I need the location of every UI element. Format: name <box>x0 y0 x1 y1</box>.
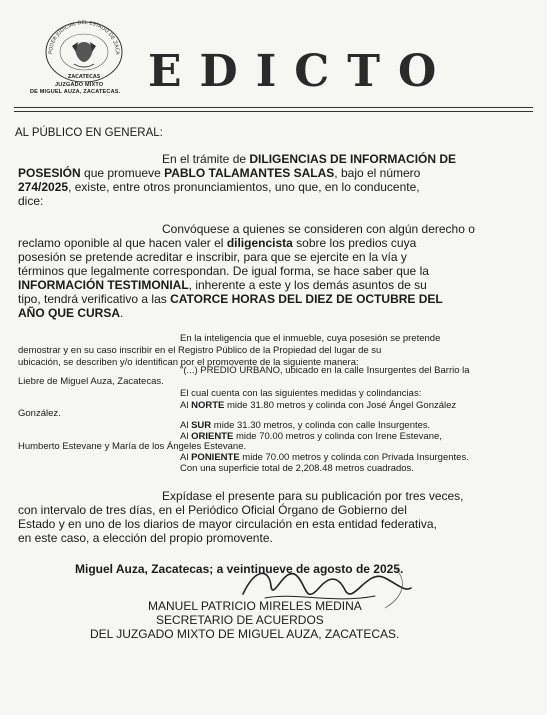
p3-line2: demostrar y en su caso inscribir en el Registro Público de la Propiedad del lugar de su <box>18 345 382 356</box>
property-area: Con una superficie total de 2,208.48 metros cuadrados. <box>180 463 414 474</box>
seal-bottom-text: ZACATECAS <box>67 74 101 80</box>
p1-line4: dice: <box>18 194 44 208</box>
signer-court: DEL JUZGADO MIXTO DE MIGUEL AUZA, ZACATECAS. <box>90 627 400 641</box>
p2-line2: reclamo oponible al que hacen valer el diligencista sobre los predios cuya <box>18 236 417 250</box>
boundary-norte-cont: González. <box>18 408 61 419</box>
salutation: AL PÚBLICO EN GENERAL: <box>15 127 163 139</box>
header-rule-top <box>14 107 533 108</box>
p4-line2: con intervalo de tres días, en el Periódico Oficial Órgano de Gobierno del <box>18 503 407 517</box>
p1-line2: POSESIÓN que promueve PABLO TALAMANTES SALAS, bajo el número <box>18 166 421 180</box>
boundary-poniente: Al PONIENTE mide 70.00 metros y colinda con Privada Insurgentes. <box>180 452 469 463</box>
date-line: Miguel Auza, Zacatecas; a veintinueve de agosto de 2025. <box>75 562 404 576</box>
court-name-line2: DE MIGUEL AUZA, ZACATECAS. <box>30 89 121 95</box>
header-rule-bottom <box>14 111 533 112</box>
signer-position: SECRETARIO DE ACUERDOS <box>156 613 324 627</box>
boundary-norte: Al NORTE mide 31.80 metros y colinda con José Ángel González <box>180 400 457 411</box>
court-name-line1: JUZGADO MIXTO <box>55 82 104 88</box>
seal-text: PODER JUDICIAL DEL ESTADO DE ZACA <box>47 19 121 55</box>
property-line2: Liebre de Miguel Auza, Zacatecas. <box>18 376 164 387</box>
p2-line3: posesión se pretende acreditar e inscribir, para que se ejercite en la vía y <box>18 250 407 264</box>
boundary-oriente: Al ORIENTE mide 70.00 metros y colinda con Irene Estevane, <box>180 431 442 442</box>
boundary-oriente-cont: Humberto Estevane y María de los Ángeles Estevane. <box>18 441 247 452</box>
p2-line7: AÑO QUE CURSA. <box>18 306 124 320</box>
document-title: EDICTO <box>148 46 455 97</box>
p2-line5: INFORMACIÓN TESTIMONIAL, inherente a este y los demás asuntos de su <box>18 278 427 292</box>
p1-line3: 274/2025, existe, entre otros pronunciamientos, uno que, en lo conducente, <box>18 180 420 194</box>
boundary-sur: Al SUR mide 31.30 metros, y colinda con calle Insurgentes. <box>180 420 431 431</box>
p4-line4: en este caso, a elección del propio promovente. <box>18 531 273 545</box>
p2-line1: Convóquese a quienes se consideren con algún derecho o <box>162 222 475 236</box>
p1-line1: En el trámite de DILIGENCIAS DE INFORMACIÓN DE <box>162 152 457 166</box>
court-seal <box>42 18 126 82</box>
p3-line1: En la inteligencia que el inmueble, cuya posesión se pretende <box>180 333 441 344</box>
signer-name: MANUEL PATRICIO MIRELES MEDINA <box>148 599 362 613</box>
p4-line1: Expídase el presente para su publicación por tres veces, <box>162 489 464 503</box>
p3-line3: ubicación, se describen y/o identifican por el promovente de la siguiente manera: <box>18 357 359 368</box>
property-line3: El cual cuenta con las siguientes medidas y colindancias: <box>180 388 422 399</box>
property-line1: "(...) PREDIO URBANO, ubicado en la calle Insurgentes del Barrio la <box>180 365 470 376</box>
p2-line6: tipo, tendrá verificativo a las CATORCE HORAS DEL DIEZ DE OCTUBRE DEL <box>18 292 443 306</box>
eagle-emblem <box>72 42 96 67</box>
p2-line4: términos que legalmente correspondan. De igual forma, se hace saber que la <box>18 264 429 278</box>
p4-line3: Estado y en uno de los diarios de mayor circulación en esta entidad federativa, <box>18 517 437 531</box>
